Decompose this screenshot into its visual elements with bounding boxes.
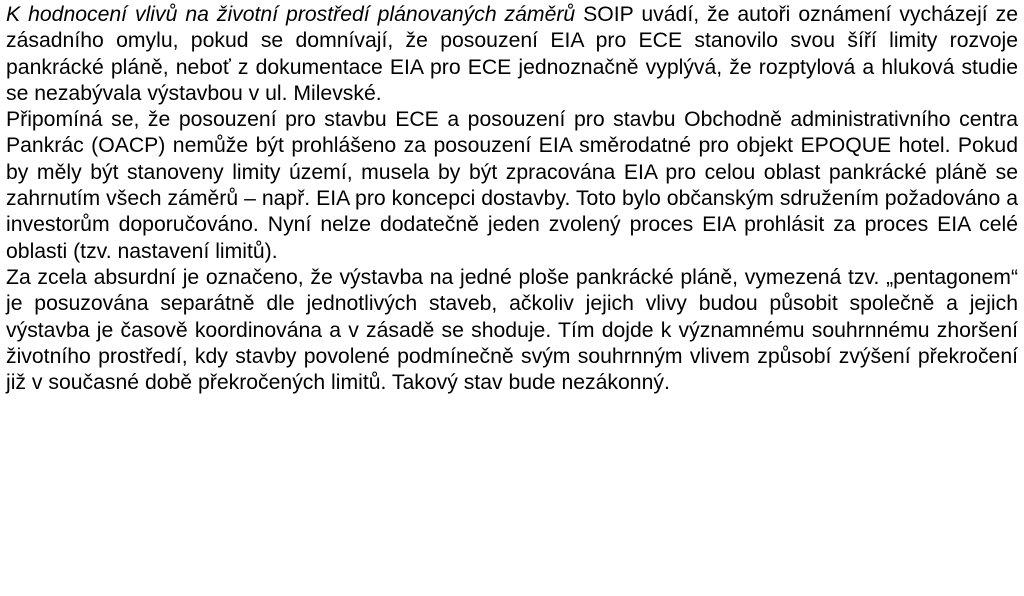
document-page xyxy=(6,2,1018,396)
italic-intro: K hodnocení vlivů na životní prostředí plánovaných záměrů xyxy=(6,3,576,26)
paragraph-1-text: SOIP uvádí, že autoři oznámení vycházejí ze zásadního omylu, pokud se domnívají, že posouzení EIA pro ECE stanovilo svou šíří limity rozvoje pankrácké pláně, neboť z dokumentace EIA pro ECE jednoznačně vyplývá, že rozptylová a hluková studie se nezabývala výstavbou v ul. Milevské. xyxy=(6,3,1018,105)
paragraph-1 xyxy=(6,2,1018,107)
paragraph-3: Za zcela absurdní je označeno, že výstavba na jedné ploše pankrácké pláně, vymezená tzv. „pentagonem“ je posuzována separátně dle jednotlivých staveb, ačkoliv jejich vlivy budou působit společně a jejich výstavba je časově koordinována a v zásadě se shoduje. Tím dojde k významnému souhrnnému zhoršení životního prostředí, kdy stavby povolené podmínečně svým souhrnným vlivem způsobí zvýšení překročení již v současné době překročených limitů. Takový stav bude nezákonný. xyxy=(6,265,1018,395)
paragraph-2: Připomíná se, že posouzení pro stavbu ECE a posouzení pro stavbu Obchodně administrativního centra Pankrác (OACP) nemůže být prohlášeno za posouzení EIA směrodatné pro objekt EPOQUE hotel. Pokud by měly být stanoveny limity území, musela by být zpracována EIA pro celou oblast pankrácké pláně se zahrnutím všech záměrů – např. EIA pro koncepci dostavby. Toto bylo občanským sdružením požadováno a investorům doporučováno. Nyní nelze dodatečně jeden zvolený proces EIA prohlásit za proces EIA celé oblasti (tzv. nastavení limitů). xyxy=(6,108,1018,263)
